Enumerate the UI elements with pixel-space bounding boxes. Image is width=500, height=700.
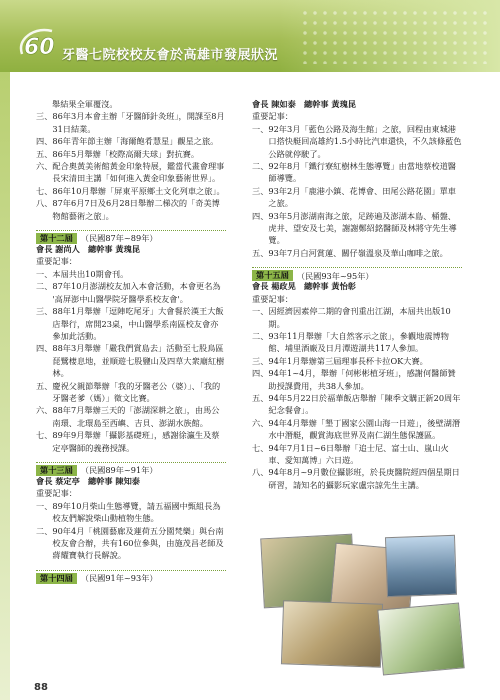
list-item: 一、 因經濟因素停二期的會刊重出江湖，本屆共出版10期。 [252,306,451,329]
anniversary-60-logo [16,28,62,58]
section-heading-13 [36,462,226,475]
list-item: 二、 90年4月「桃園藝廊及蓮荷五分園梵樂」與台南校友會合辦，共有160位參與，由施茂昌老師及蔣耀寶執行長解說。 [36,525,224,561]
list-item: 六、 88年7月舉辦三天的「澎湖深耕之旅」，由馬公南環、北環島至西嶼、吉貝、澎湖水族館。 [36,405,220,428]
section-heading-14 [36,570,226,583]
list-item: 四、 86年青年節主辦「海爾飽肴慧星」觀星之旅。 [36,136,219,147]
page-header-title: 牙醫七院校校友會於高雄市發展狀況 [62,48,279,63]
list-item: 六、 配合奧黃美術館黃金印象特展，鑑當代畫會理事長宋清田主講「如何進入黃金印象藝術世界」。 [36,161,225,184]
section-heading-15 [252,267,462,280]
right-column [252,98,462,491]
left-edge-strip [0,72,10,700]
officers-line: 會長 謝尚人 總幹事 黃瑰昆 [36,244,140,255]
list-item: 八、 87年6月7日及6月28日舉辦二梯次的「奇美博物館藝術之旅」。 [36,198,220,221]
list-item: 三、 86年3月本會主辦「牙醫師針灸班」，開課至8月31日結業。 [36,111,225,134]
list-item: 二、 92年8月「鐵行寮紅樹林生態導覽」由當地蔡校道醫師導覽。 [252,161,456,184]
list-item: 一、 92年3月「藍色公路及海生館」之旅，回程由東城港口搭快艇回高雄約1.5小時比汽車還快，不久該條藍色公路就停駛了。 [252,123,462,159]
newsletter-photo-collage [262,536,462,676]
left-column [36,98,226,583]
term-badge: 第十五屆 [252,270,293,281]
list-item: 五、 93年7月白河賞蓮、關仔嶺溫泉及華山咖啡之旅。 [252,247,448,258]
newsletter-cover-image [385,535,457,597]
list-item: 六、 94年4月舉辦「墾丁國家公園山海一日遊」，後壁湖潛水中潛艇，觀賞海底世界及南仁湖生態保護區。 [252,417,461,441]
list-item: 三、 88年1月舉辦「逗陣吃尾牙」大會餐於漢王大飯店舉行，席開23桌，中山醫學系南區校友會亦參加此活動。 [36,306,224,341]
events-label: 重要記事： [252,111,293,122]
list-item: 二、 87年10月澎湖校友加入本會活動，本會更名為 '高屏澎中山醫學院牙醫學系校友會'。 [36,281,221,304]
list-item: 七、 89年9月舉辦「攝影基礎班」，感謝徐瀛生及蔡定亭醫師的義務授課。 [36,430,220,453]
list-item: 二、 93年11月舉辦「大自然客示之旅」，參觀地震博物館、埔里酒廠及日月潭遊湖共117人參加。 [252,330,449,354]
logo-text: 60 [24,35,55,58]
section-heading-12 [36,230,226,243]
page-number: 88 [34,682,48,693]
list-item: 一、 本屆共出10期會刊。 [36,268,129,279]
list-item: 八、 94年8月~9月數位攝影班，於長庚醫院經四個星期日研習，請知名的攝影玩家盧宗諒先生主講。 [252,467,460,490]
header-dot-pattern [300,8,490,64]
events-label: 重要記事： [36,256,77,267]
term-years: （民國93年~95年） [296,270,374,281]
term-years: （民國89年~91年） [80,465,158,476]
term-badge: 第十二屆 [36,233,77,244]
list-item: 七、 86年10月舉辦「屏東平原鄉土文化列車之旅」。 [36,185,225,196]
list-item: 三、 93年2月「鹿港小鎮、花博會、田尾公路花園」單車之旅。 [252,185,456,209]
term-badge: 第十三屆 [36,465,77,476]
list-item: 三、 94年1月舉辦第三屆理事長杯卡拉OK大賽。 [252,355,428,366]
list-item: 五、 慶祝父親節舉辦「我的牙醫老公（婆）」、「我的牙醫老爹（媽）」徵文比賽。 [36,380,221,403]
list-item: 舉結果全軍覆沒。 [52,99,118,109]
newsletter-cover-image [377,603,464,676]
list-item: 一、 89年10月柴山生態導覽，請五福國中甄組長為校友們解說柴山動植物生態。 [36,500,221,524]
list-item: 四、 94年1~4月，舉辦「何彬彬植牙班」，感謝何醫師贊助授課費用，共38人參加。 [252,368,456,391]
list-item: 五、 86年5月舉辦「校際高爾夫球」對抗賽。 [36,148,200,159]
newsletter-cover-image [281,600,383,667]
list-item: 七、 94年7月1日~6日舉辦「追士尼、富士山、嵐山火車、愛知萬博」六日遊。 [252,442,449,465]
term-years: （民國91年~93年） [80,573,158,584]
events-label: 重要記事： [252,293,293,304]
list-item: 四、 93年5月澎湖南海之旅，足跡遍及澎湖本島、桶盤、虎井、望安及七美，謝謝鄭紹銘醫師及林將守先生導覽。 [252,210,457,246]
officers-line: 會長 陳如泰 總幹事 黃瑰昆 [252,99,356,109]
list-item: 五、 94年5月22日於福華飯店舉辦「陳季文購正新20周年紀念餐會」。 [252,392,461,416]
officers-line: 會長 蔡定亭 總幹事 陳知泰 [36,475,140,486]
list-item: 四、 88年3月舉辦「嚴我們賞島去」活動至七股鳥區琵鷺棲息地，並順遊七股鹽山及四草大衆廟紅樹林。 [36,343,225,379]
term-years: （民國87年~89年） [80,233,158,244]
term-badge: 第十四屆 [36,573,77,584]
events-label: 重要記事： [36,488,77,499]
officers-line: 會長 楊政晃 總幹事 黃怡彰 [252,281,356,292]
